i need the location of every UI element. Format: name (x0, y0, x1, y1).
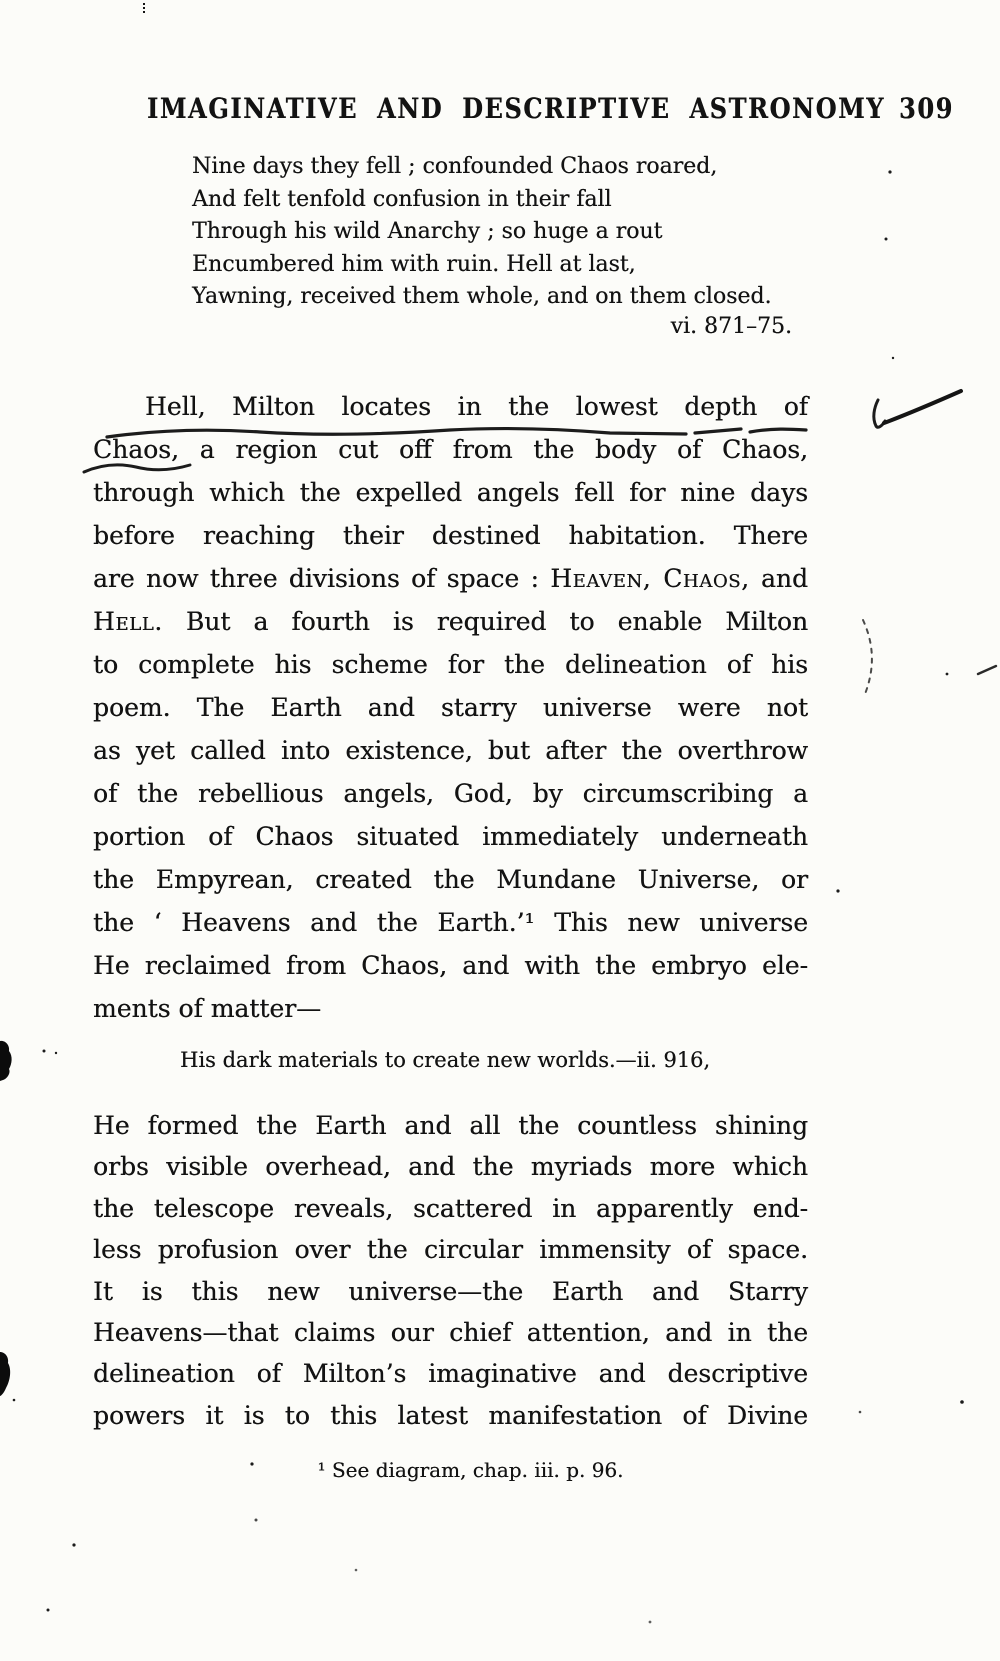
text-line: ments of matter— (93, 994, 322, 1023)
text-line: poem. The Earth and starry universe were not (93, 693, 808, 722)
verse-line: Through his wild Anarchy ; so huge a rout (192, 219, 663, 244)
verse-line: Yawning, received them whole, and on them closed. (192, 284, 772, 309)
pencil-margin-arc (863, 620, 872, 694)
text-line: the ‘ Heavens and the Earth.’¹ This new universe (93, 908, 808, 937)
text-line: portion of Chaos situated immediately underneath (93, 822, 808, 851)
page-number: 309 (899, 91, 954, 126)
text-line: through which the expelled angels fell for nine days (93, 478, 808, 507)
verse-citation: vi. 871–75. (670, 314, 792, 339)
small-caps-segment: Heaven, Chaos, (550, 564, 750, 593)
running-header-title: IMAGINATIVE AND DESCRIPTIVE ASTRONOMY (147, 91, 885, 126)
text-line: orbs visible overhead, and the myriads more which (93, 1152, 808, 1182)
text-line (93, 557, 808, 600)
text-line: as yet called into existence, but after the overthrow (93, 736, 808, 765)
small-caps-segment: Hell. (93, 607, 163, 636)
text-line: before reaching their destined habitation. There (93, 521, 808, 550)
ink-blot-bottom (0, 1352, 10, 1396)
text-line: Heavens—that claims our chief attention, and in the (93, 1318, 808, 1348)
paragraph-1 (93, 385, 808, 1030)
text-line (93, 600, 808, 643)
text-line: the Empyrean, created the Mundane Universe, or (93, 865, 808, 894)
verse-line: And felt tenfold confusion in their fall (192, 186, 612, 212)
footnote: ¹ See diagram, chap. iii. p. 96. (317, 1458, 624, 1482)
text-segment: But a fourth is required to enable Milton (162, 607, 808, 636)
pencil-margin-dash (978, 666, 996, 674)
pencil-margin-tick-icon (874, 400, 885, 427)
verse-line: Nine days they fell ; confounded Chaos roared, (192, 154, 718, 179)
text-line: less profusion over the circular immensity of space. (93, 1235, 808, 1265)
text-line: Hell, Milton locates in the lowest depth of (145, 392, 808, 421)
paragraph-2 (93, 1105, 808, 1436)
running-header (147, 91, 954, 125)
text-line: delineation of Milton’s imaginative and descriptive (93, 1359, 808, 1389)
text-segment: and (749, 564, 808, 593)
text-line: to complete his scheme for the delineation of his (93, 650, 808, 679)
text-line: He reclaimed from Chaos, and with the embryo ele- (93, 951, 808, 980)
verse-quotation (192, 151, 792, 314)
text-line: powers it is to this latest manifestation of Divine (93, 1400, 808, 1430)
text-line: It is this new universe—the Earth and Starry (93, 1276, 808, 1306)
pencil-margin-swoosh (884, 391, 961, 423)
text-line: He formed the Earth and all the countless shining (93, 1111, 808, 1140)
ink-blot-top (0, 1041, 12, 1081)
text-line: the telescope reveals, scattered in apparently end- (93, 1193, 808, 1223)
text-line: of the rebellious angels, God, by circumscribing a (93, 779, 808, 808)
text-segment: are now three divisions of space : (93, 564, 551, 593)
inline-verse-quote: His dark materials to create new worlds.—ii. 916, (180, 1048, 711, 1072)
verse-line: Encumbered him with ruin. Hell at last, (192, 251, 636, 277)
text-line: Chaos, a region cut off from the body of Chaos, (93, 435, 808, 464)
